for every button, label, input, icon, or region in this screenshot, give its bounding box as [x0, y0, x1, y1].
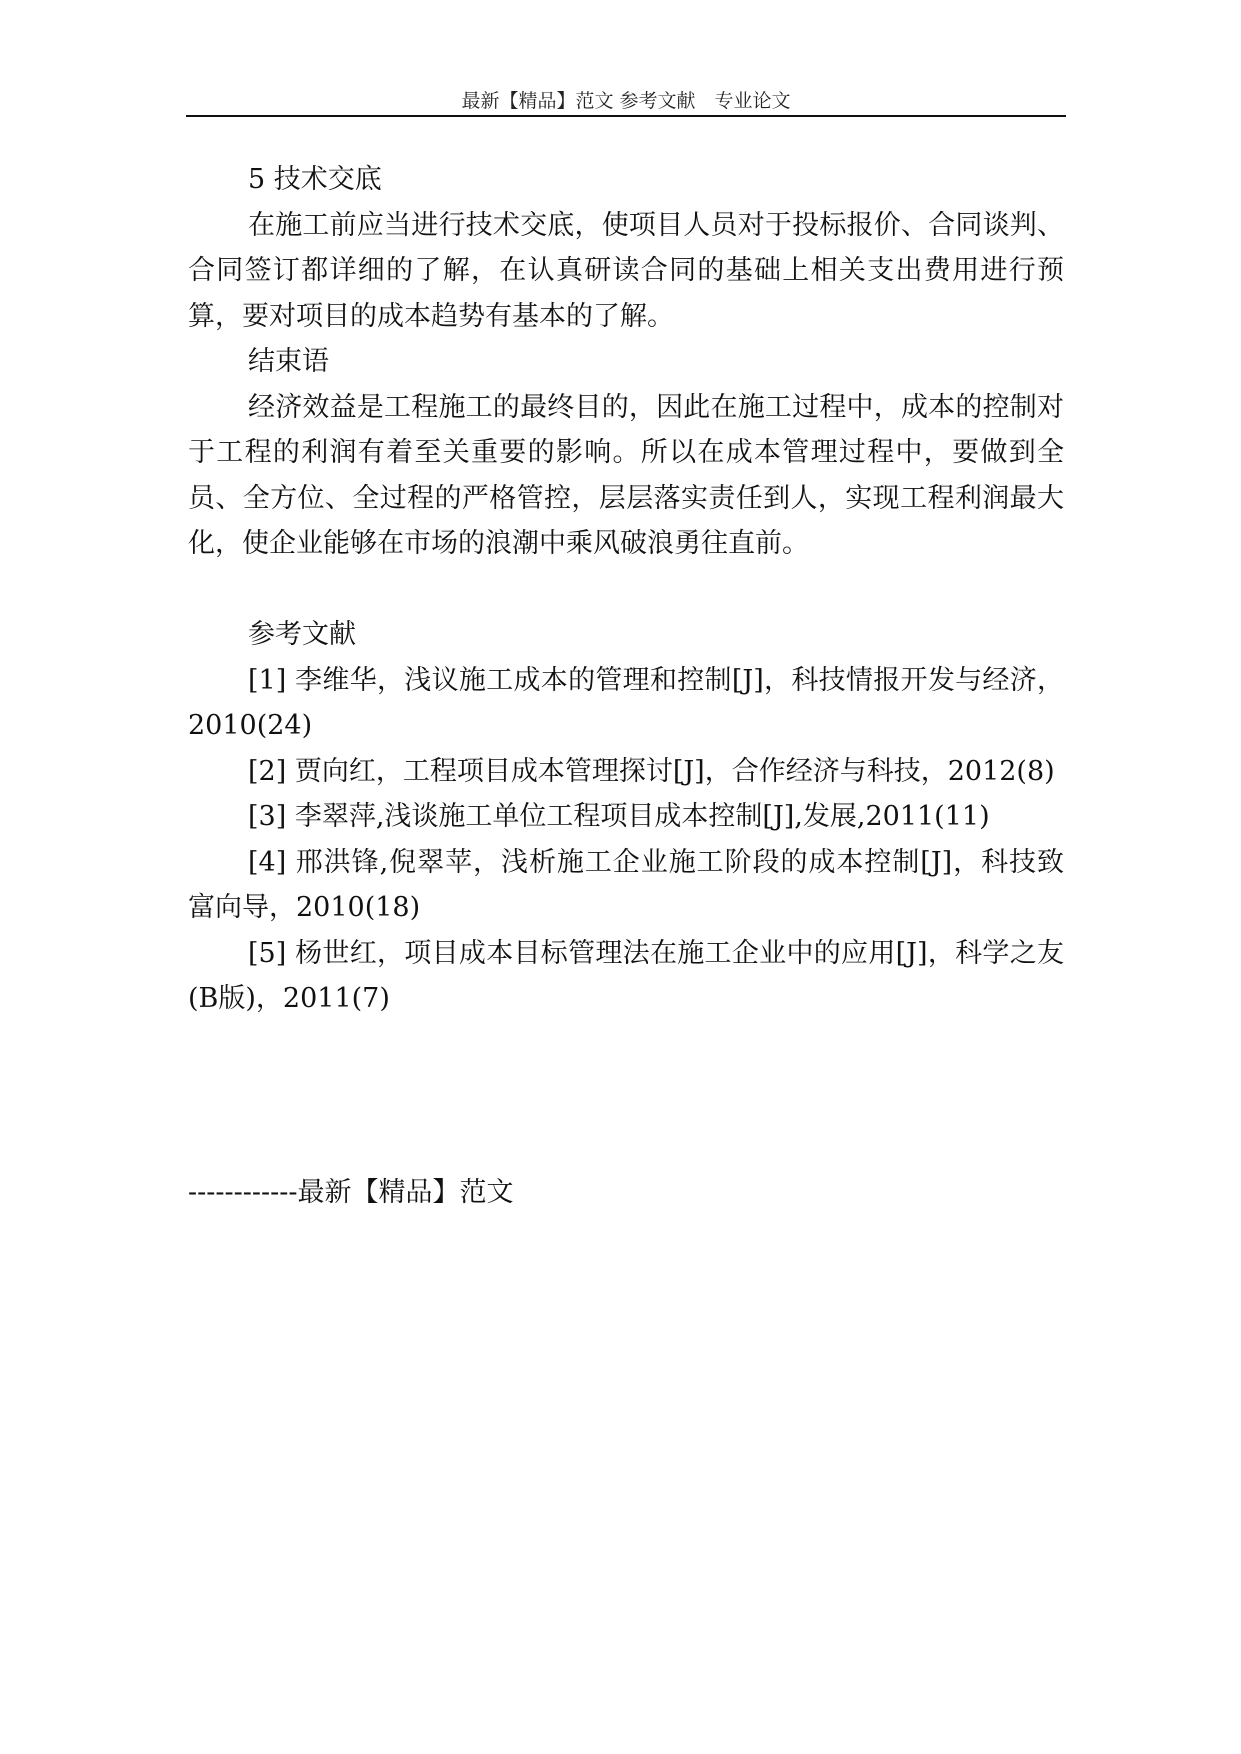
reference-item-5: [5] 杨世红，项目成本目标管理法在施工企业中的应用[J]，科学之友(B版)，2011(7)	[188, 937, 1064, 1014]
references-heading: 参考文献	[248, 619, 356, 650]
blank-line	[188, 567, 1064, 613]
page-header: 最新【精品】范文 参考文献 专业论文	[461, 90, 791, 112]
section-5-heading: 5 技术交底	[248, 164, 382, 195]
section-5-paragraph: 在施工前应当进行技术交底，使项目人员对于投标报价、合同谈判、合同签订都详细的了解，在认真研读合同的基础上相关支出费用进行预算，要对项目的成本趋势有基本的了解。	[188, 209, 1064, 332]
reference-item-3: [3] 李翠萍,浅谈施工单位工程项目成本控制[J],发展,2011(11)	[248, 801, 990, 832]
conclusion-paragraph: 经济效益是工程施工的最终目的，因此在施工过程中，成本的控制对于工程的利润有着至关重要的影响。所以在成本管理过程中，要做到全员、全方位、全过程的严格管控，层层落实责任到人，实现工程利润最大化，使企业能够在市场的浪潮中乘风破浪勇往直前。	[188, 391, 1064, 559]
document-body	[188, 157, 1064, 1022]
reference-item-1: [1] 李维华，浅议施工成本的管理和控制[J]，科技情报开发与经济，2010(24)	[188, 664, 1064, 741]
page-footer: ------------最新【精品】范文	[188, 1177, 514, 1208]
conclusion-heading: 结束语	[248, 346, 329, 377]
reference-item-4: [4] 邢洪锋,倪翠苹，浅析施工企业施工阶段的成本控制[J]，科技致富向导，2010(18)	[188, 846, 1064, 923]
header-rule	[186, 115, 1066, 117]
reference-item-2: [2] 贾向红，工程项目成本管理探讨[J]，合作经济与科技，2012(8)	[248, 755, 1055, 787]
